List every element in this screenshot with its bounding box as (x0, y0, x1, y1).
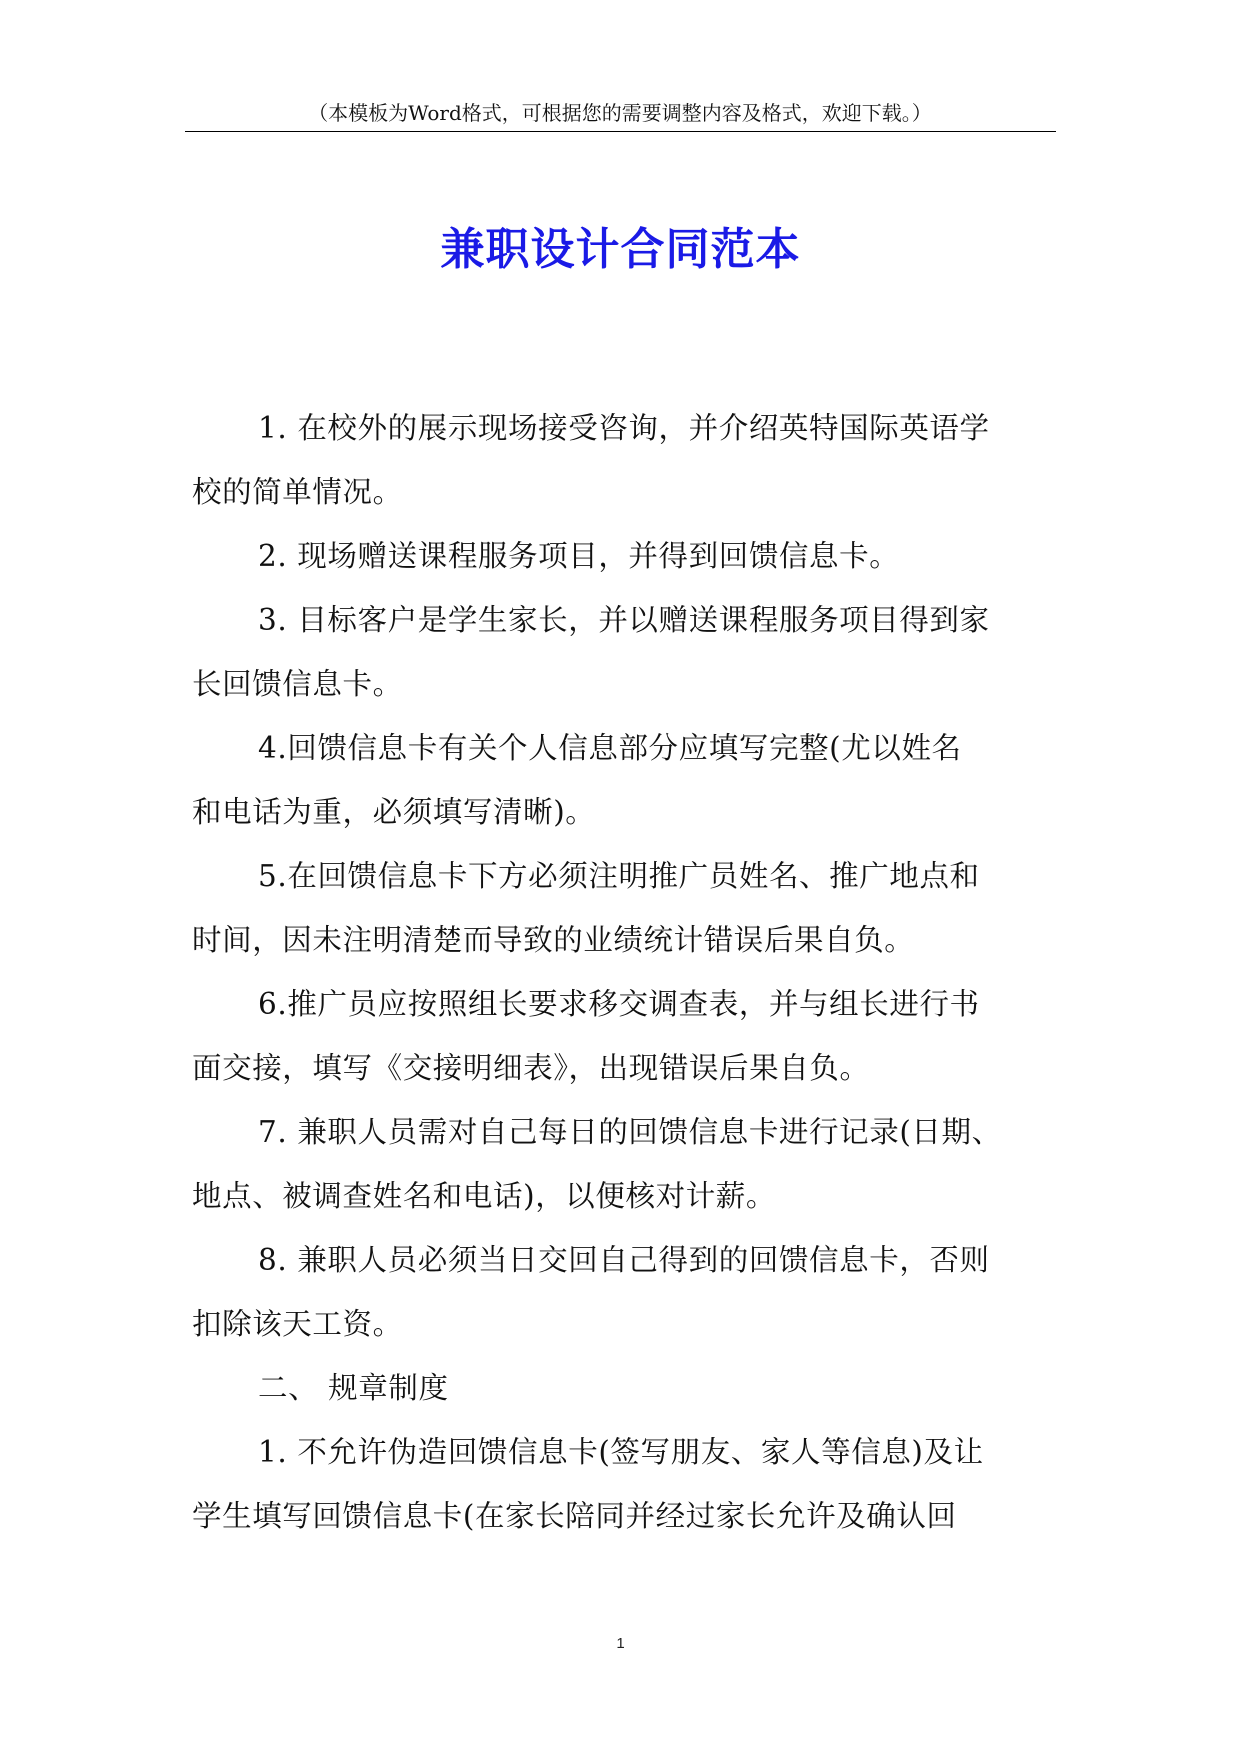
paragraph-6 (192, 972, 1062, 1100)
paragraph-line: 5.在回馈信息卡下方必须注明推广员姓名、推广地点和 (258, 859, 980, 893)
paragraph-line: 1. 不允许伪造回馈信息卡(签写朋友、家人等信息)及让 (258, 1435, 984, 1469)
paragraph-line: 面交接，填写《交接明细表》，出现错误后果自负。 (192, 1051, 870, 1085)
paragraph-line: 扣除该天工资。 (192, 1307, 403, 1341)
paragraph-line: 6.推广员应按照组长要求移交调查表，并与组长进行书 (258, 987, 980, 1021)
paragraph-line: 8. 兼职人员必须当日交回自己得到的回馈信息卡，否则 (258, 1243, 990, 1277)
paragraph-line: 7. 兼职人员需对自己每日的回馈信息卡进行记录(日期、 (258, 1115, 1002, 1149)
paragraph-line: 地点、被调查姓名和电话)，以便核对计薪。 (192, 1179, 777, 1213)
document-title: 兼职设计合同范本 (440, 224, 801, 275)
paragraph-rules-1 (192, 1420, 1062, 1548)
paragraph-line: 长回馈信息卡。 (192, 667, 403, 701)
paragraph-line: 和电话为重，必须填写清晰)。 (192, 795, 596, 829)
paragraph-8 (192, 1228, 1062, 1356)
document-body (192, 396, 1062, 1548)
header-note: （本模板为Word格式，可根据您的需要调整内容及格式，欢迎下载。） (308, 101, 932, 125)
paragraph-line: 1. 在校外的展示现场接受咨询，并介绍英特国际英语学 (258, 411, 990, 445)
paragraph-5 (192, 844, 1062, 972)
paragraph-4 (192, 716, 1062, 844)
header-divider (185, 131, 1056, 132)
paragraph-line: 2. 现场赠送课程服务项目，并得到回馈信息卡。 (258, 539, 900, 573)
paragraph-line: 3. 目标客户是学生家长，并以赠送课程服务项目得到家 (258, 603, 990, 637)
paragraph-3 (192, 588, 1062, 716)
paragraph-line: 校的简单情况。 (192, 475, 403, 509)
paragraph-7 (192, 1100, 1062, 1228)
paragraph-line: 学生填写回馈信息卡(在家长陪同并经过家长允许及确认回 (192, 1499, 957, 1533)
paragraph-2 (192, 524, 1062, 588)
page-number: 1 (616, 1635, 625, 1652)
paragraph-1 (192, 396, 1062, 524)
paragraph-line: 4.回馈信息卡有关个人信息部分应填写完整(尤以姓名 (258, 731, 962, 765)
paragraph-line: 时间，因未注明清楚而导致的业绩统计错误后果自负。 (192, 923, 915, 957)
paragraph-line: 二、 规章制度 (258, 1371, 449, 1405)
section-heading-rules (192, 1356, 1062, 1420)
